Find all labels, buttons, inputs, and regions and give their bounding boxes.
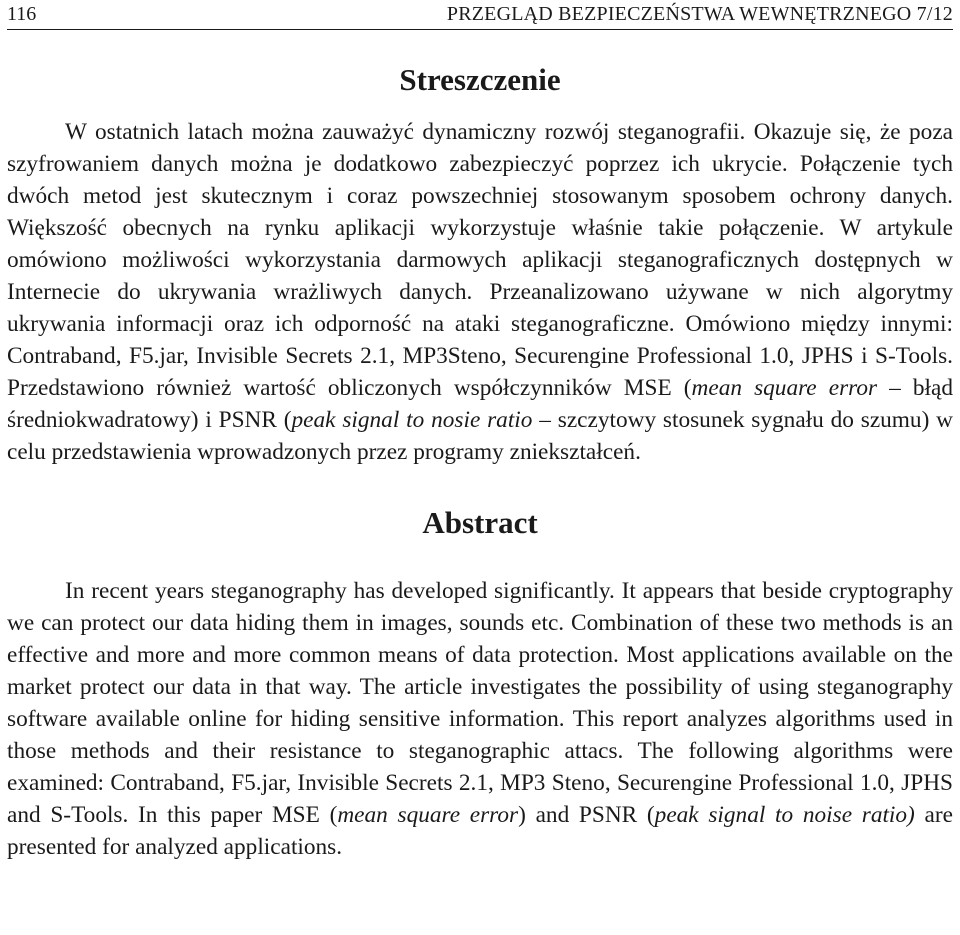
abstract-text-1: In recent years steganography has developed significantly. It appears that beside cryptography we can protect our data hiding them in images, sounds etc. Combination of these two methods is an effective and more and more common means of data protection. Most applications available on the market protect our data in that way. The article investigates the possibility of using steganography software available online for hiding sensitive information. This report analyzes algorithms used in those methods and their resistance to steganographic attacs. The following algorithms were examined: Contraband, F5.jar, Invisible Secrets 2.1, MP3 Steno, Securengine Professional 1.0, JPHS and S-Tools. In this paper MSE ( — [7, 578, 953, 828]
streszczenie-heading: Streszczenie — [399, 62, 561, 97]
running-header — [7, 0, 953, 30]
abstract-term-psnr: peak signal to noise ratio) — [654, 802, 915, 828]
streszczenie-text-1: W ostatnich latach można zauważyć dynamiczny rozwój steganografii. Okazuje się, że poza szyfrowaniem danych można je dodatkowo zabezpieczyć poprzez ich ukrycie. Połączenie tych dwóch metod jest skutecznym i coraz powszechniej stosowanym sposobem ochrony danych. Większość obecnych na rynku aplikacji wykorzystuje właśnie takie połączenie. W artykule omówiono możliwości wykorzystania darmowych aplikacji steganograficznych dostępnych w Internecie do ukrywania wrażliwych danych. Przeanalizowano używane w nich algorytmy ukrywania informacji oraz ich odporność na ataki steganograficzne. Omówiono między innymi: Contraband, F5.jar, Invisible Secrets 2.1, MP3Steno, Securengine Professional 1.0, JPHS i S-Tools. Przedstawiono również wartość obliczonych współczynników MSE ( — [7, 119, 953, 401]
streszczenie-text-3: – szczytowy stosunek sygnału do szumu) w celu przedstawienia wprowadzonych przez programy zniekształceń. — [7, 407, 954, 465]
abstract-term-mse: mean square error — [337, 802, 519, 828]
abstract-heading: Abstract — [422, 505, 538, 540]
abstract-paragraph — [7, 575, 953, 863]
streszczenie-text-2: – błąd średniokwadratowy) i PSNR ( — [7, 375, 953, 433]
abstract-text-3: are presented for analyzed applications. — [7, 802, 953, 860]
streszczenie-term-mse: mean square error — [691, 375, 878, 401]
abstract-text-2: ) and PSNR ( — [518, 802, 655, 828]
streszczenie-paragraph — [7, 116, 953, 468]
journal-title: PRZEGLĄD BEZPIECZEŃSTWA WEWNĘTRZNEGO 7/12 — [446, 3, 953, 25]
streszczenie-term-psnr: peak signal to nosie ratio — [291, 407, 533, 433]
page-number: 116 — [7, 3, 37, 25]
